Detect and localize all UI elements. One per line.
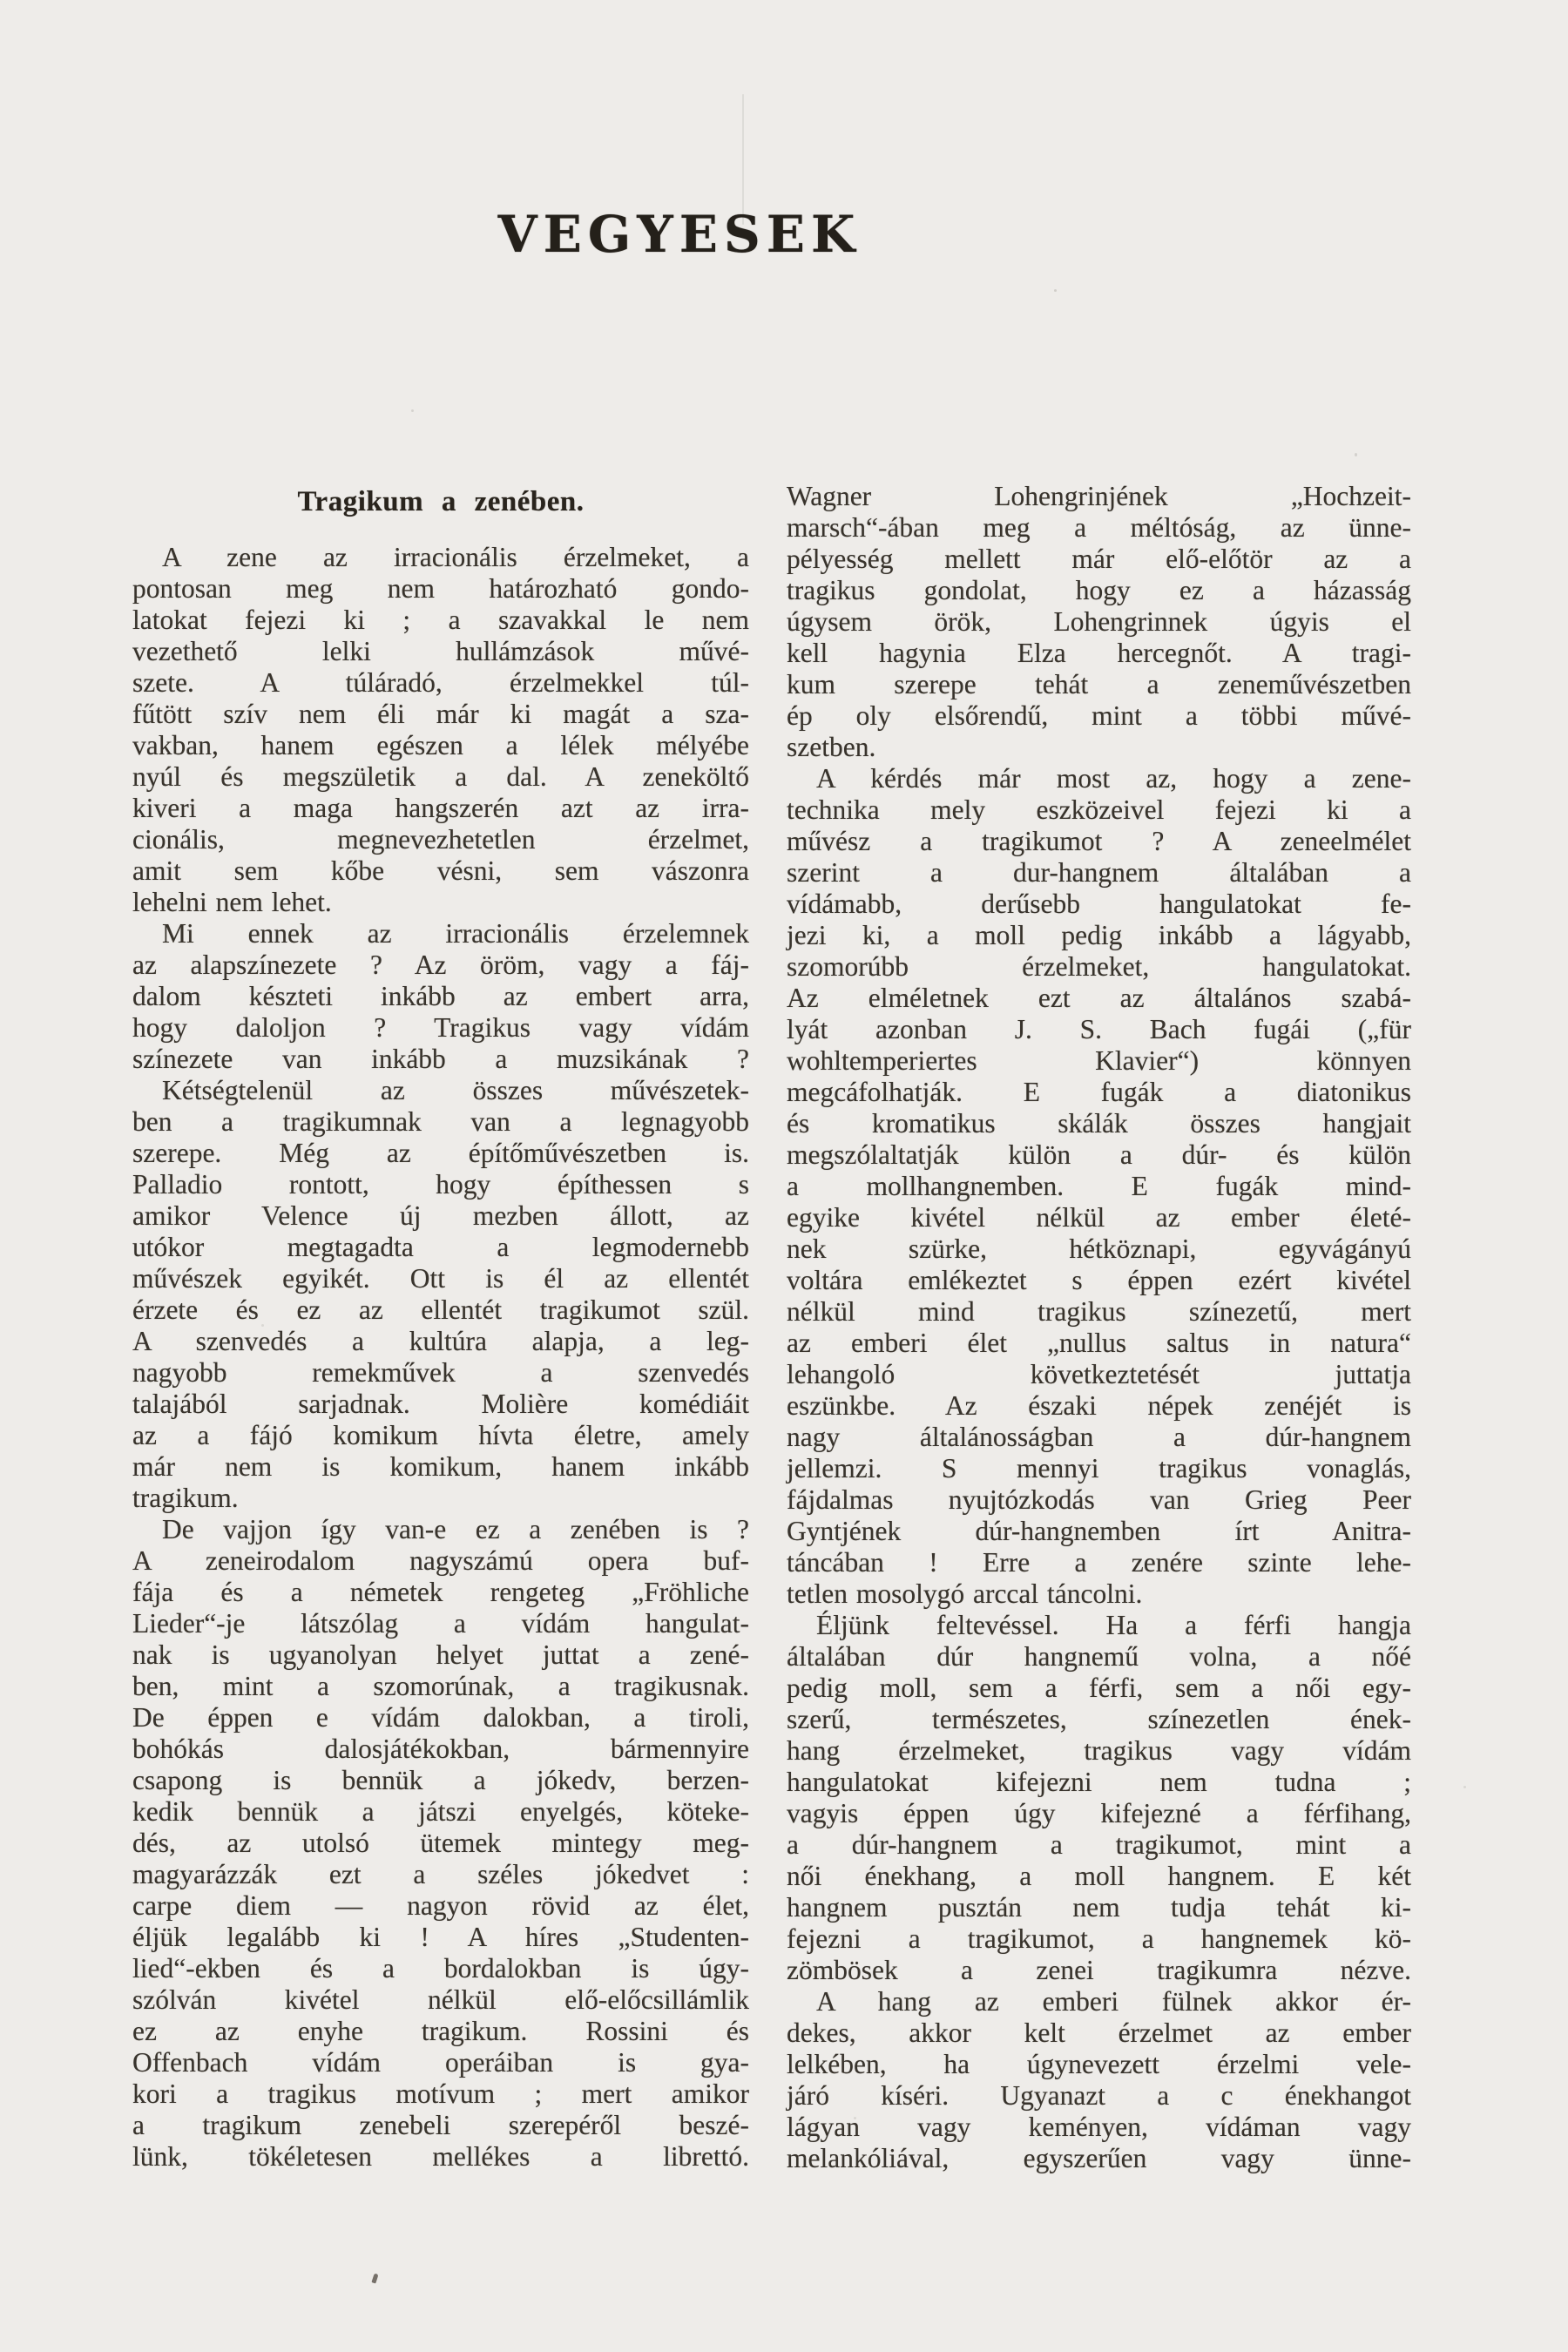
text-line: technika mely eszközeivel fejezi ki a [787,794,1411,825]
text-line: fűtött szív nem éli már ki magát a sza- [132,699,749,729]
text-line: nek szürke, hétköznapi, egyvágányú [787,1233,1411,1264]
text-line: Palladio rontott, hogy építhessen s [132,1169,749,1200]
text-line: megszólaltatják külön a dúr- és külön [787,1139,1411,1170]
dust-speck [854,2117,856,2119]
text-line: ben a tragikumnak van a legnagyobb [132,1106,749,1137]
text-line: utókor megtagadta a legmodernebb [132,1232,749,1262]
text-line: dalom készteti inkább az embert arra, [132,981,749,1011]
text-line: pontosan meg nem határozható gondo- [132,573,749,604]
text-line: lágyan vagy keményen, vídáman vagy [787,2112,1411,2142]
text-line: jezi ki, a moll pedig inkább a lágyabb, [787,920,1411,950]
text-line: Wagner Lohengrinjének „Hochzeit- [787,481,1411,511]
text-line: magyarázzák ezt a széles jókedvet : [132,1859,749,1889]
paragraph [787,763,1411,1610]
text-line: csapong is bennük a jókedv, berzen- [132,1765,749,1795]
text-line: és kromatikus skálák összes hangjait [787,1108,1411,1139]
dust-speck [261,1324,264,1327]
text-line: fájdalmas nyujtózkodás van Grieg Peer [787,1484,1411,1515]
text-line: érzete és ez az ellentét tragikumot szül. [132,1294,749,1325]
text-line: nak is ugyanolyan helyet juttat a zené- [132,1639,749,1670]
left-column [132,484,749,2173]
left-column-text [132,542,749,2173]
right-column-text [787,481,1411,2174]
text-line: már nem is komikum, hanem inkább [132,1451,749,1482]
text-line: Offenbach vídám operáiban is gya- [132,2047,749,2078]
text-line: az alapszínezete ? Az öröm, vagy a fáj- [132,950,749,980]
text-line: A kérdés már most az, hogy a zene- [816,763,1411,794]
text-line: ben, mint a szomorúnak, a tragikusnak. [132,1671,749,1701]
text-line: vezethető lelki hullámzások művé- [132,636,749,666]
page-title: VEGYESEK [497,204,862,264]
right-column [787,481,1411,2174]
text-line: bohókás dalosjátékokban, bármennyire [132,1734,749,1764]
text-line: az a fájó komikum hívta életre, amely [132,1420,749,1450]
text-line: általában dúr hangnemű volna, a nőé [787,1641,1411,1672]
text-line: zömbösek a zenei tragikumra nézve. [787,1955,1411,1985]
text-line: Éljünk feltevéssel. Ha a férfi hangja [816,1610,1411,1640]
text-line: hang érzelmeket, tragikus vagy vídám [787,1735,1411,1766]
paragraph [787,1986,1411,2174]
paragraph [787,481,1411,763]
text-line: a tragikum zenebeli szerepéről beszé- [132,2110,749,2140]
paragraph [132,1514,749,2173]
text-line: kiveri a maga hangszerén azt az irra- [132,793,749,823]
text-line: nyúl és megszületik a dal. A zeneköltő [132,761,749,792]
paragraph [132,918,749,1075]
text-line: De éppen e vídám dalokban, a tiroli, [132,1702,749,1733]
text-line: egyike kivétel nélkül az ember életé- [787,1202,1411,1233]
text-line: A szenvedés a kultúra alapja, a leg- [132,1326,749,1356]
paragraph [132,1075,749,1514]
dust-speck [1355,453,1357,456]
paragraph [787,1610,1411,1986]
text-line: lied“-ekben és a bordalokban is úgy- [132,1953,749,1984]
text-line: voltára emlékeztet s éppen ezért kivétel [787,1265,1411,1295]
text-line: melankóliával, egyszerűen vagy ünne- [787,2143,1411,2173]
text-line: Mi ennek az irracionális érzelemnek [162,918,749,949]
text-line: lelkében, ha úgynevezett érzelmi vele- [787,2049,1411,2079]
text-line: lünk, tökéletesen mellékes a librettó. [132,2141,749,2172]
text-line: cionális, megnevezhetetlen érzelmet, [132,824,749,855]
text-line: fejezni a tragikumot, a hangnemek kö- [787,1923,1411,1954]
text-line: ez az enyhe tragikum. Rossini és [132,2016,749,2046]
text-line: A hang az emberi fülnek akkor ér- [816,1986,1411,2017]
text-line: ép oly elsőrendű, mint a többi művé- [787,700,1411,731]
text-line: dés, az utolsó ütemek mintegy meg- [132,1828,749,1858]
text-line: pélyesség mellett már elő-előtör az a [787,544,1411,574]
text-line: kell hagynia Elza hercegnőt. A tragi- [787,638,1411,668]
text-line: jellemzi. S mennyi tragikus vonaglás, [787,1453,1411,1484]
text-line: úgysem örök, Lohengrinnek úgyis el [787,606,1411,637]
text-line: járó kíséri. Ugyanazt a c énekhangot [787,2080,1411,2111]
text-line: fája és a németek rengeteg „Fröhliche [132,1577,749,1607]
text-line: nagy általánosságban a dúr-hangnem [787,1422,1411,1452]
text-line: De vajjon így van-e ez a zenében is ? [162,1514,749,1544]
paragraph [132,542,749,918]
text-line: marsch“-ában meg a méltóság, az ünne- [787,512,1411,543]
text-line: tragikus gondolat, hogy ez a házasság [787,575,1411,605]
text-line: eszünkbe. Az északi népek zenéjét is [787,1390,1411,1421]
text-line: tetlen mosolygó arccal táncolni. [787,1578,1143,1609]
text-line: talajából sarjadnak. Molière komédiáit [132,1389,749,1419]
text-line: wohltemperiertes Klavier“) könnyen [787,1045,1411,1076]
text-line: lehangoló következtetését juttatja [787,1359,1411,1389]
text-line: kum szerepe tehát a zeneművészetben [787,669,1411,700]
text-line: színezete van inkább a muzsikának ? [132,1044,749,1074]
section-heading: Tragikum a zenében. [297,486,585,517]
text-line: vakban, hanem egészen a lélek mélyébe [132,730,749,760]
text-line: kori a tragikus motívum ; mert amikor [132,2078,749,2109]
text-line: szomorúbb érzelmeket, hangulatokat. [787,951,1411,982]
text-line: éljük legalább ki ! A híres „Studenten- [132,1922,749,1952]
text-line: amit sem kőbe vésni, sem vászonra [132,855,749,886]
text-line: szólván kivétel nélkül elő-előcsillámlik [132,1984,749,2015]
text-line: hangulatokat kifejezni nem tudna ; [787,1767,1411,1797]
text-line: lyát azonban J. S. Bach fugái („für [787,1014,1411,1044]
text-line: szetben. [787,732,876,762]
text-line: szerű, természetes, színezetlen ének- [787,1704,1411,1734]
text-line: tragikum. [132,1483,239,1513]
text-line: a mollhangnemben. E fugák mind- [787,1171,1411,1201]
text-line: szete. A túláradó, érzelmekkel túl- [132,667,749,698]
text-line: művészek egyikét. Ott is él az ellentét [132,1263,749,1294]
text-line: carpe diem — nagyon rövid az élet, [132,1890,749,1921]
text-line: vagyis éppen úgy kifejezné a férfihang, [787,1798,1411,1828]
text-line: hogy daloljon ? Tragikus vagy vídám [132,1012,749,1043]
text-line: latokat fejezi ki ; a szavakkal le nem [132,605,749,635]
text-line: nélkül mind tragikus színezetű, mert [787,1296,1411,1327]
text-line: táncában ! Erre a zenére szinte lehe- [787,1547,1411,1578]
text-line: megcáfolhatják. E fugák a diatonikus [787,1077,1411,1107]
text-line: szerint a dur-hangnem általában a [787,857,1411,888]
text-line: vídámabb, derűsebb hangulatokat fe- [787,889,1411,919]
text-line: Gyntjének dúr-hangnemben írt Anitra- [787,1516,1411,1546]
text-line: az emberi élet „nullus saltus in natura“ [787,1328,1411,1358]
text-line: művész a tragikumot ? A zeneelmélet [787,826,1411,856]
text-line: szerepe. Még az építőművészetben is. [132,1138,749,1168]
text-line: hangnem pusztán nem tudja tehát ki- [787,1892,1411,1923]
text-line: Kétségtelenül az összes művészetek- [162,1075,749,1105]
text-line: dekes, akkor kelt érzelmet az ember [787,2017,1411,2048]
text-line: pedig moll, sem a férfi, sem a női egy- [787,1673,1411,1703]
text-line: amikor Velence új mezben állott, az [132,1200,749,1231]
dust-speck [1054,289,1057,292]
text-line: a dúr-hangnem a tragikumot, mint a [787,1829,1411,1860]
text-line: Az elméletnek ezt az általános szabá- [787,983,1411,1013]
text-line: nagyobb remekművek a szenvedés [132,1357,749,1388]
text-line: női énekhang, a moll hangnem. E két [787,1861,1411,1891]
dust-speck [1463,1786,1466,1788]
ink-speck [371,2273,378,2283]
text-line: A zene az irracionális érzelmeket, a [162,542,749,572]
text-line: kedik bennük a játszi enyelgés, köteke- [132,1796,749,1827]
text-line: A zeneirodalom nagyszámú opera buf- [132,1545,749,1576]
text-line: lehelni nem lehet. [132,887,332,917]
dust-speck [411,409,414,412]
text-line: Lieder“-je látszólag a vídám hangulat- [132,1608,749,1639]
